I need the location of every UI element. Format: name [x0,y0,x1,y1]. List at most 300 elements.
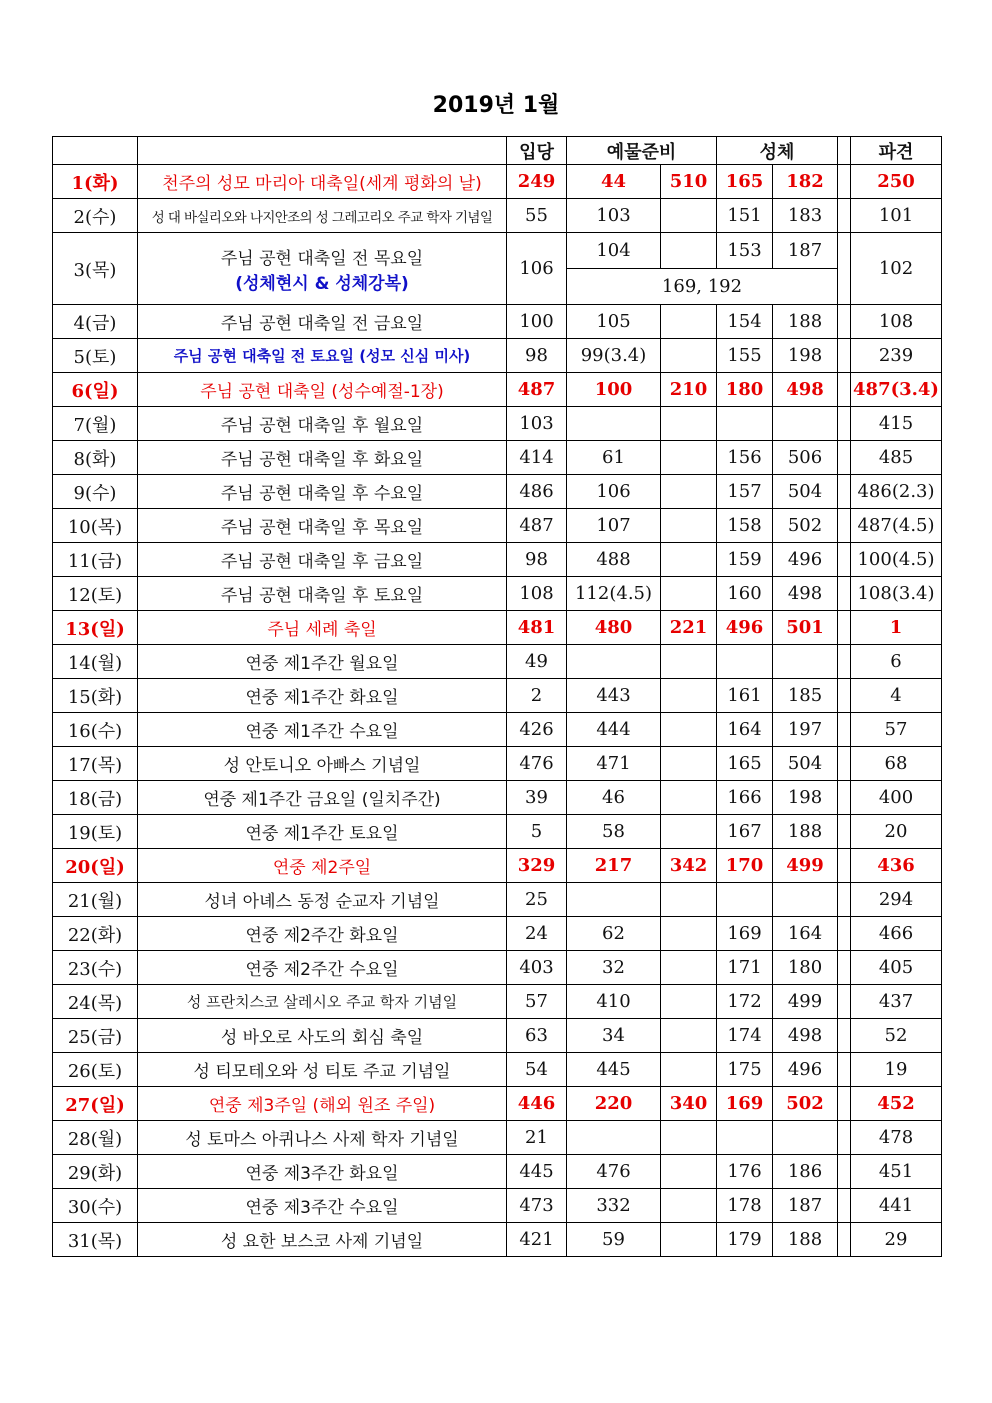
ipdang-cell: 39 [507,781,567,815]
pagyeon-cell: 52 [851,1019,942,1053]
schedule-table [52,136,942,1257]
table-row [53,373,942,407]
liturgy-name-cell: 성 요한 보스코 사제 기념일 [138,1223,507,1257]
yemul-cell-2 [661,577,717,611]
date-cell: 23(수) [53,951,138,985]
seongche-cell-2: 496 [773,1053,838,1087]
pagyeon-cell: 20 [851,815,942,849]
date-cell: 16(수) [53,713,138,747]
spacer-cell [838,407,851,441]
spacer-cell [838,1019,851,1053]
seongche-cell-2: 180 [773,951,838,985]
ipdang-cell: 481 [507,611,567,645]
header-pagyeon: 파견 [851,137,942,165]
yemul-cell-1: 444 [567,713,661,747]
seongche-cell-1: 169 [717,1087,773,1121]
yemul-cell-1: 32 [567,951,661,985]
ipdang-cell: 487 [507,509,567,543]
date-cell: 14(월) [53,645,138,679]
yemul-cell-2 [661,883,717,917]
pagyeon-cell: 57 [851,713,942,747]
seongche-cell-1: 157 [717,475,773,509]
seongche-cell-1 [717,883,773,917]
liturgy-name-cell: 연중 제3주일 (해외 원조 주일) [138,1087,507,1121]
yemul-cell-2 [661,543,717,577]
pagyeon-cell: 101 [851,199,942,233]
ipdang-cell: 476 [507,747,567,781]
date-cell: 4(금) [53,305,138,339]
ipdang-cell: 473 [507,1189,567,1223]
ipdang-cell: 49 [507,645,567,679]
yemul-cell-2 [661,1019,717,1053]
yemul-cell-1: 471 [567,747,661,781]
seongche-cell-1: 154 [717,305,773,339]
table-row [53,849,942,883]
yemul-cell-2 [661,441,717,475]
spacer-cell [838,1189,851,1223]
yemul-cell-2 [661,951,717,985]
yemul-cell-1: 100 [567,373,661,407]
table-row [53,577,942,611]
yemul-cell-1: 103 [567,199,661,233]
yemul-cell-1: 99(3.4) [567,339,661,373]
yemul-cell-1: 220 [567,1087,661,1121]
seongche-cell-2: 188 [773,305,838,339]
ipdang-cell: 25 [507,883,567,917]
seongche-cell-1: 164 [717,713,773,747]
pagyeon-cell: 1 [851,611,942,645]
yemul-cell-2 [661,985,717,1019]
spacer-cell [838,951,851,985]
liturgy-name-cell [138,233,507,305]
table-row [53,441,942,475]
pagyeon-cell: 487(3.4) [851,373,942,407]
date-cell: 6(일) [53,373,138,407]
seongche-cell-2: 501 [773,611,838,645]
seongche-cell-1: 178 [717,1189,773,1223]
liturgy-name-cell: 성녀 아녜스 동정 순교자 기념일 [138,883,507,917]
seongche-cell-1: 170 [717,849,773,883]
yemul-cell-2: 221 [661,611,717,645]
seongche-cell-1: 175 [717,1053,773,1087]
pagyeon-cell: 4 [851,679,942,713]
date-cell: 18(금) [53,781,138,815]
seongche-cell-2: 187 [773,1189,838,1223]
seongche-cell-2: 164 [773,917,838,951]
date-cell: 30(수) [53,1189,138,1223]
seongche-cell-1 [717,1121,773,1155]
date-cell: 24(목) [53,985,138,1019]
seongche-cell-2: 197 [773,713,838,747]
ipdang-cell: 57 [507,985,567,1019]
liturgy-name-cell: 연중 제2주간 수요일 [138,951,507,985]
date-cell: 21(월) [53,883,138,917]
seongche-cell-1: 171 [717,951,773,985]
table-row [53,747,942,781]
date-cell: 8(화) [53,441,138,475]
ipdang-cell: 446 [507,1087,567,1121]
table-row [53,1155,942,1189]
table-row [53,713,942,747]
spacer-cell [838,1053,851,1087]
table-row [53,1087,942,1121]
pagyeon-cell: 486(2.3) [851,475,942,509]
ipdang-cell: 98 [507,339,567,373]
liturgy-name-cell: 연중 제1주간 화요일 [138,679,507,713]
date-cell: 28(월) [53,1121,138,1155]
seongche-cell-2: 504 [773,475,838,509]
table-row [53,475,942,509]
table-row [53,611,942,645]
yemul-cell-1: 46 [567,781,661,815]
pagyeon-cell: 68 [851,747,942,781]
table-row [53,1189,942,1223]
yemul-cell-1: 480 [567,611,661,645]
table-row [53,917,942,951]
date-cell: 11(금) [53,543,138,577]
seongche-cell-2 [773,645,838,679]
ipdang-cell: 21 [507,1121,567,1155]
ipdang-cell: 100 [507,305,567,339]
yemul-cell-1: 112(4.5) [567,577,661,611]
liturgy-name-cell: 주님 공현 대축일 전 토요일 (성모 신심 미사) [138,339,507,373]
seongche-cell-1 [717,645,773,679]
seongche-cell-1: 166 [717,781,773,815]
yemul-cell-1: 410 [567,985,661,1019]
seongche-cell-1: 179 [717,1223,773,1257]
liturgy-name-cell: 주님 공현 대축일 전 금요일 [138,305,507,339]
seongche-cell-2: 187 [773,233,838,269]
pagyeon-cell: 29 [851,1223,942,1257]
seongche-cell-1: 496 [717,611,773,645]
liturgy-name-cell: 연중 제1주간 월요일 [138,645,507,679]
ipdang-cell: 421 [507,1223,567,1257]
yemul-cell-1: 217 [567,849,661,883]
yemul-cell-1 [567,645,661,679]
yemul-cell-2: 342 [661,849,717,883]
liturgy-name-cell: 연중 제2주일 [138,849,507,883]
date-cell: 17(목) [53,747,138,781]
liturgy-name-line2: (성체현시 & 성체강복) [235,273,409,294]
date-cell: 12(토) [53,577,138,611]
seongche-cell-2: 504 [773,747,838,781]
seongche-cell-2 [773,1121,838,1155]
spacer-cell [838,543,851,577]
yemul-cell-2 [661,407,717,441]
yemul-cell-1: 105 [567,305,661,339]
seongche-cell-2: 185 [773,679,838,713]
spacer-cell [838,883,851,917]
seongche-cell-2: 502 [773,1087,838,1121]
table-row [53,165,942,199]
liturgy-name-cell: 성 대 바실리오와 나지안조의 성 그레고리오 주교 학자 기념일 [138,199,507,233]
seongche-cell-2: 183 [773,199,838,233]
ipdang-cell: 54 [507,1053,567,1087]
table-row [53,1121,942,1155]
spacer-cell [838,509,851,543]
date-cell: 22(화) [53,917,138,951]
header-date [53,137,138,165]
seongche-cell-2: 188 [773,815,838,849]
yemul-cell-1 [567,407,661,441]
seongche-cell-2: 198 [773,339,838,373]
ipdang-cell: 445 [507,1155,567,1189]
pagyeon-cell: 451 [851,1155,942,1189]
yemul-cell-2 [661,1155,717,1189]
date-cell: 19(토) [53,815,138,849]
seongche-cell-1: 160 [717,577,773,611]
liturgy-name-cell: 주님 세례 축일 [138,611,507,645]
liturgy-name-cell: 주님 공현 대축일 후 금요일 [138,543,507,577]
liturgy-name-cell: 주님 공현 대축일 후 월요일 [138,407,507,441]
yemul-cell-2 [661,305,717,339]
header-name [138,137,507,165]
yemul-cell-1: 44 [567,165,661,199]
yemul-cell-2 [661,815,717,849]
seongche-cell-1 [717,407,773,441]
yemul-cell-2 [661,509,717,543]
table-row [53,951,942,985]
ipdang-cell: 5 [507,815,567,849]
table-row [53,509,942,543]
ipdang-cell: 103 [507,407,567,441]
yemul-cell-1: 34 [567,1019,661,1053]
date-cell: 7(월) [53,407,138,441]
yemul-cell-2 [661,679,717,713]
liturgy-name-cell: 연중 제3주간 화요일 [138,1155,507,1189]
yemul-cell-2 [661,781,717,815]
table-row [53,233,942,269]
yemul-cell-1: 59 [567,1223,661,1257]
pagyeon-cell: 100(4.5) [851,543,942,577]
liturgy-name-cell: 주님 공현 대축일 (성수예절-1장) [138,373,507,407]
liturgy-name-cell: 연중 제3주간 수요일 [138,1189,507,1223]
pagyeon-cell: 415 [851,407,942,441]
yemul-cell-2 [661,339,717,373]
page-title: 2019년 1월 [432,93,560,118]
date-cell: 2(수) [53,199,138,233]
yemul-cell-1: 61 [567,441,661,475]
liturgy-name-cell: 성 토마스 아퀴나스 사제 학자 기념일 [138,1121,507,1155]
seongche-cell-1: 165 [717,165,773,199]
seongche-cell-1: 158 [717,509,773,543]
date-cell: 20(일) [53,849,138,883]
seongche-cell-2: 182 [773,165,838,199]
table-row [53,305,942,339]
spacer-cell [838,645,851,679]
table-row [53,645,942,679]
pagyeon-cell: 405 [851,951,942,985]
ipdang-cell: 55 [507,199,567,233]
spacer-cell [838,199,851,233]
seongche-cell-1: 151 [717,199,773,233]
pagyeon-cell: 108(3.4) [851,577,942,611]
seongche-cell-1: 180 [717,373,773,407]
pagyeon-cell: 294 [851,883,942,917]
table-row [53,199,942,233]
yemul-cell-1: 443 [567,679,661,713]
yemul-cell-1: 488 [567,543,661,577]
spacer-cell [838,373,851,407]
yemul-cell-1: 58 [567,815,661,849]
header-spacer [838,137,851,165]
header-seongche: 성체 [717,137,838,165]
seongche-cell-1: 176 [717,1155,773,1189]
pagyeon-cell: 436 [851,849,942,883]
spacer-cell [838,1121,851,1155]
table-row [53,339,942,373]
spacer-cell [838,165,851,199]
date-cell: 10(목) [53,509,138,543]
ipdang-cell: 487 [507,373,567,407]
liturgy-name-cell: 주님 공현 대축일 후 토요일 [138,577,507,611]
pagyeon-cell: 441 [851,1189,942,1223]
seongche-cell-2 [773,883,838,917]
table-row [53,883,942,917]
ipdang-cell: 403 [507,951,567,985]
table-row [53,1019,942,1053]
pagyeon-cell: 19 [851,1053,942,1087]
spacer-cell [838,1223,851,1257]
seongche-cell-1: 172 [717,985,773,1019]
liturgy-name-line1: 주님 공현 대축일 전 목요일 [220,248,424,269]
spacer-cell [838,441,851,475]
yemul-cell-2: 510 [661,165,717,199]
liturgy-name-cell: 성 프란치스코 살레시오 주교 학자 기념일 [138,985,507,1019]
pagyeon-cell: 108 [851,305,942,339]
yemul-cell-1 [567,1121,661,1155]
seongche-cell-1: 174 [717,1019,773,1053]
spacer-cell [838,305,851,339]
yemul-cell-2 [661,713,717,747]
yemul-cell-2 [661,233,717,269]
date-cell: 13(일) [53,611,138,645]
liturgy-name-cell: 성 안토니오 아빠스 기념일 [138,747,507,781]
spacer-cell [838,781,851,815]
pagyeon-cell: 250 [851,165,942,199]
yemul-cell-1: 106 [567,475,661,509]
ipdang-cell: 63 [507,1019,567,1053]
yemul-cell-2: 210 [661,373,717,407]
ipdang-cell: 108 [507,577,567,611]
pagyeon-cell: 487(4.5) [851,509,942,543]
spacer-cell [838,679,851,713]
table-row [53,1223,942,1257]
pagyeon-cell: 400 [851,781,942,815]
seongche-cell-1: 167 [717,815,773,849]
spacer-cell [838,747,851,781]
seongche-cell-2: 502 [773,509,838,543]
yemul-cell-2 [661,747,717,781]
spacer-cell [838,611,851,645]
date-cell: 15(화) [53,679,138,713]
ipdang-cell: 2 [507,679,567,713]
date-cell: 1(화) [53,165,138,199]
yemul-cell-1: 107 [567,509,661,543]
table-row [53,1053,942,1087]
yemul-cell-2 [661,1121,717,1155]
liturgy-name-cell: 성 티모테오와 성 티토 주교 기념일 [138,1053,507,1087]
ipdang-cell: 426 [507,713,567,747]
date-cell: 3(목) [53,233,138,305]
pagyeon-cell: 102 [851,233,942,305]
liturgy-name-cell: 성 바오로 사도의 회심 축일 [138,1019,507,1053]
yemul-cell-2 [661,475,717,509]
ipdang-cell: 486 [507,475,567,509]
date-cell: 26(토) [53,1053,138,1087]
ipdang-cell: 24 [507,917,567,951]
table-row [53,679,942,713]
spacer-cell [838,1155,851,1189]
date-cell: 29(화) [53,1155,138,1189]
date-cell: 9(수) [53,475,138,509]
yemul-cell-2 [661,1053,717,1087]
liturgy-name-cell: 연중 제1주간 금요일 (일치주간) [138,781,507,815]
pagyeon-cell: 437 [851,985,942,1019]
yemul-cell-1: 62 [567,917,661,951]
yemul-cell-2 [661,645,717,679]
table-row [53,815,942,849]
yemul-cell-2 [661,1223,717,1257]
header-ipdang: 입당 [507,137,567,165]
seongche-cell-2: 496 [773,543,838,577]
yemul-cell-2 [661,1189,717,1223]
yemul-cell-1: 104 [567,233,661,269]
liturgy-name-cell: 주님 공현 대축일 후 목요일 [138,509,507,543]
yemul-cell-2 [661,199,717,233]
ipdang-cell: 98 [507,543,567,577]
header-yemul: 예물준비 [567,137,717,165]
seongche-cell-2: 188 [773,1223,838,1257]
ipdang-cell: 329 [507,849,567,883]
spacer-cell [838,849,851,883]
yemul-cell-1 [567,883,661,917]
liturgy-name-cell: 연중 제1주간 토요일 [138,815,507,849]
liturgy-name-cell: 연중 제2주간 화요일 [138,917,507,951]
table-row [53,543,942,577]
seongche-cell-2: 499 [773,849,838,883]
pagyeon-cell: 6 [851,645,942,679]
seongche-cell-2: 198 [773,781,838,815]
table-row [53,781,942,815]
spacer-cell [838,985,851,1019]
seongche-cell-1: 161 [717,679,773,713]
ipdang-cell: 249 [507,165,567,199]
seongche-cell-2: 506 [773,441,838,475]
date-cell: 5(토) [53,339,138,373]
seongche-cell-2: 498 [773,577,838,611]
pagyeon-cell: 239 [851,339,942,373]
date-cell: 25(금) [53,1019,138,1053]
pagyeon-cell: 478 [851,1121,942,1155]
seongche-cell-2: 186 [773,1155,838,1189]
table-row [53,407,942,441]
seongche-cell-2: 498 [773,1019,838,1053]
spacer-cell [838,815,851,849]
pagyeon-cell: 485 [851,441,942,475]
seongche-cell-1: 165 [717,747,773,781]
yemul-cell-1: 445 [567,1053,661,1087]
seongche-cell-1: 153 [717,233,773,269]
spacer-cell [838,917,851,951]
seongche-cell-1: 159 [717,543,773,577]
seongche-cell-1: 155 [717,339,773,373]
ipdang-cell: 106 [507,233,567,305]
combined-cell: 169, 192 [567,269,838,305]
yemul-cell-1: 332 [567,1189,661,1223]
seongche-cell-2: 498 [773,373,838,407]
liturgy-name-cell: 주님 공현 대축일 후 수요일 [138,475,507,509]
